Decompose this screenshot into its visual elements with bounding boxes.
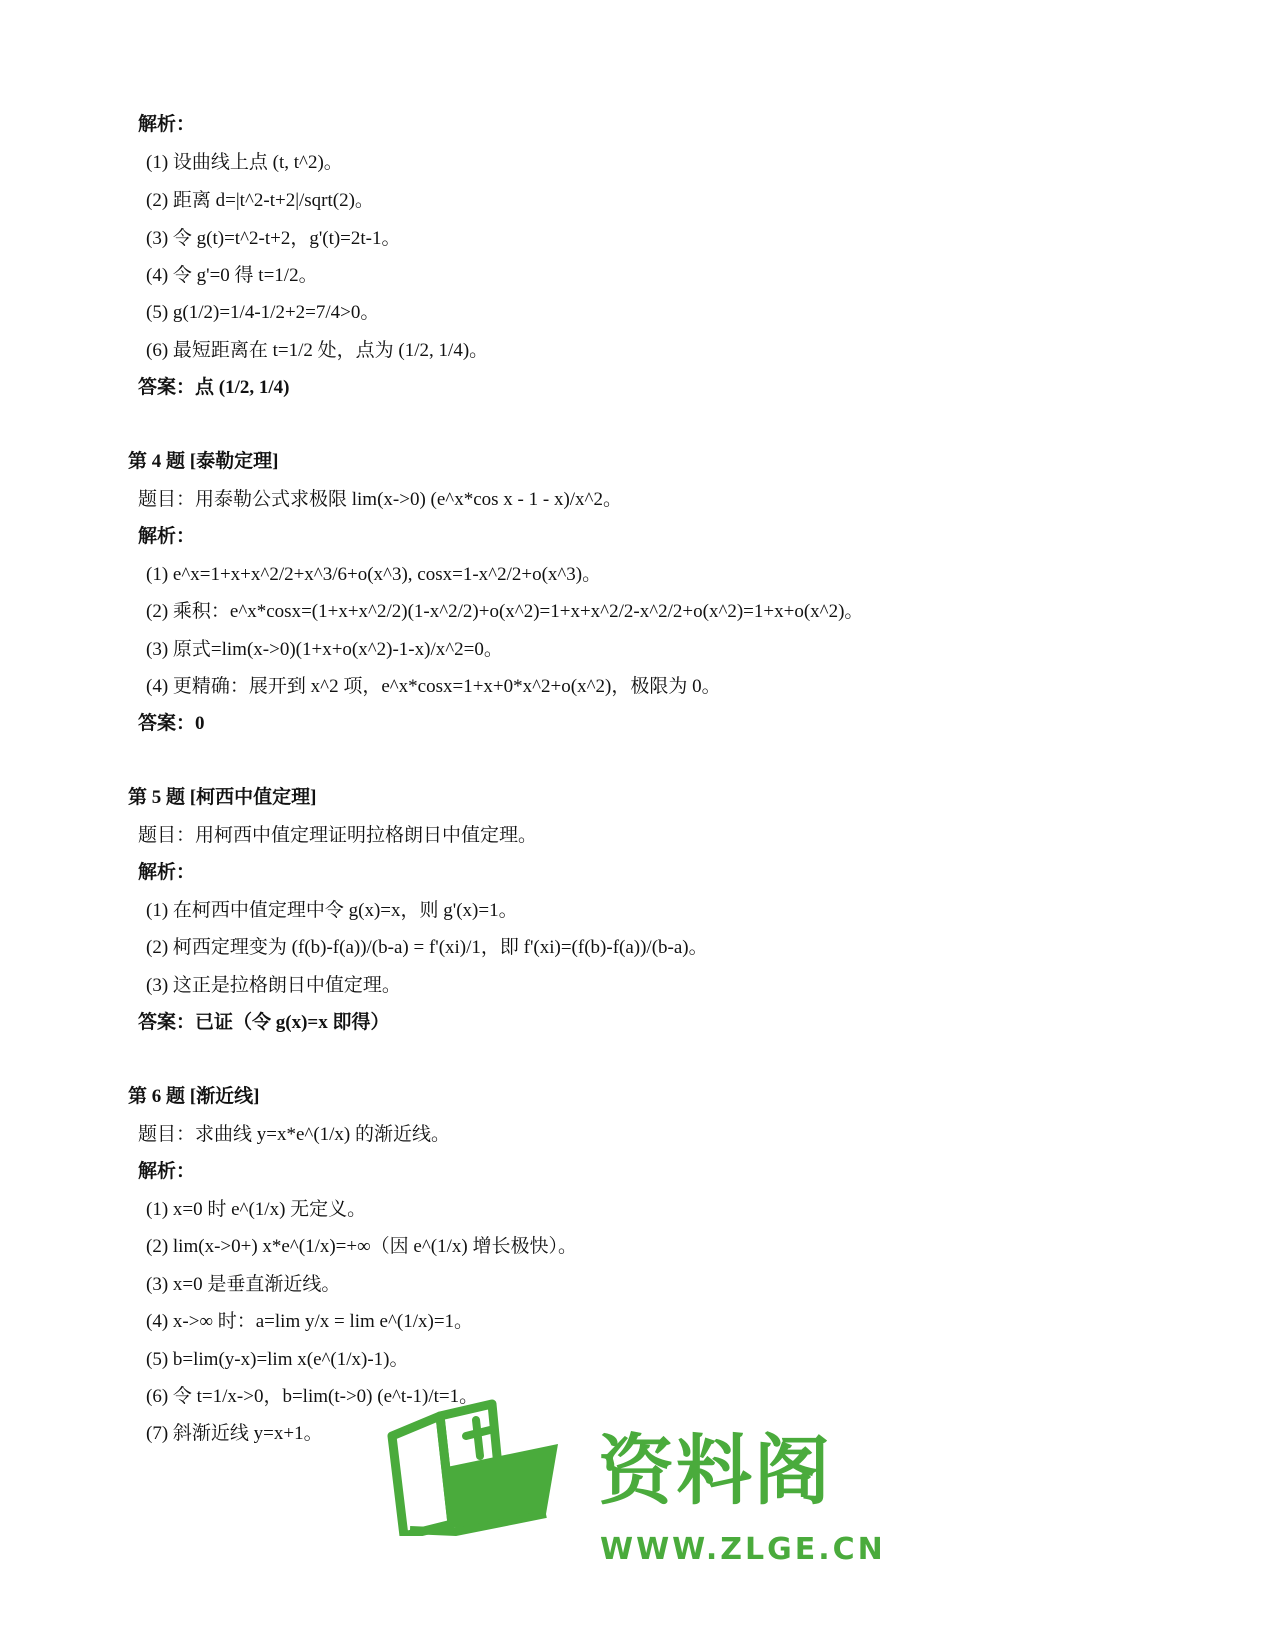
p6-step-6: (6) 令 t=1/x->0，b=lim(t->0) (e^t-1)/t=1。: [146, 1386, 479, 1407]
p4-analysis-label: 解析：: [138, 526, 196, 547]
p4-step-4: (4) 更精确：展开到 x^2 项，e^x*cosx=1+x+0*x^2+o(x^2)，极限为 0。: [146, 676, 721, 697]
p4-step-1: (1) e^x=1+x+x^2/2+x^3/6+o(x^3), cosx=1-x^2/2+o(x^3)。: [146, 564, 602, 585]
p6-step-4: (4) x->∞ 时：a=lim y/x = lim e^(1/x)=1。: [146, 1311, 474, 1332]
p4-question: 题目：用泰勒公式求极限 lim(x->0) (e^x*cos x - 1 - x)/x^2。: [138, 489, 622, 510]
p5-question: 题目：用柯西中值定理证明拉格朗日中值定理。: [138, 825, 538, 846]
p3-answer: 答案：点 (1/2, 1/4): [138, 377, 290, 398]
p5-step-3: (3) 这正是拉格朗日中值定理。: [146, 975, 401, 996]
p6-step-5: (5) b=lim(y-x)=lim x(e^(1/x)-1)。: [146, 1349, 409, 1370]
book-logo-icon: [380, 1396, 570, 1536]
p5-analysis-label: 解析：: [138, 862, 196, 883]
p5-step-2: (2) 柯西定理变为 (f(b)-f(a))/(b-a) = f'(xi)/1，即 f'(xi)=(f(b)-f(a))/(b-a)。: [146, 937, 708, 958]
p6-step-7: (7) 斜渐近线 y=x+1。: [146, 1423, 323, 1444]
p3-step-4: (4) 令 g'=0 得 t=1/2。: [146, 265, 318, 286]
p4-heading: 第 4 题 [泰勒定理]: [128, 451, 279, 472]
p6-analysis-label: 解析：: [138, 1161, 196, 1182]
p3-step-2: (2) 距离 d=|t^2-t+2|/sqrt(2)。: [146, 190, 374, 211]
p4-step-3: (3) 原式=lim(x->0)(1+x+o(x^2)-1-x)/x^2=0。: [146, 639, 503, 660]
p3-step-1: (1) 设曲线上点 (t, t^2)。: [146, 152, 343, 173]
p5-heading: 第 5 题 [柯西中值定理]: [128, 787, 317, 808]
p3-step-6: (6) 最短距离在 t=1/2 处，点为 (1/2, 1/4)。: [146, 340, 489, 361]
p3-step-3: (3) 令 g(t)=t^2-t+2，g'(t)=2t-1。: [146, 228, 401, 249]
p6-heading: 第 6 题 [渐近线]: [128, 1086, 260, 1107]
p5-step-1: (1) 在柯西中值定理中令 g(x)=x，则 g'(x)=1。: [146, 900, 518, 921]
p4-answer: 答案：0: [138, 713, 205, 734]
watermark: [398, 1420, 886, 1600]
p3-analysis-label: 解析：: [138, 114, 196, 135]
p4-step-2: (2) 乘积：e^x*cosx=(1+x+x^2/2)(1-x^2/2)+o(x^2)=1+x+x^2/2-x^2/2+o(x^2)=1+x+o(x^2)。: [146, 601, 864, 622]
p6-step-2: (2) lim(x->0+) x*e^(1/x)=+∞（因 e^(1/x) 增长极快）。: [146, 1236, 577, 1257]
p6-step-1: (1) x=0 时 e^(1/x) 无定义。: [146, 1199, 367, 1220]
p6-question: 题目：求曲线 y=x*e^(1/x) 的渐近线。: [138, 1124, 450, 1145]
p5-answer: 答案：已证（令 g(x)=x 即得）: [138, 1012, 390, 1033]
watermark-url: WWW.ZLGE.CN: [600, 1532, 886, 1567]
p3-step-5: (5) g(1/2)=1/4-1/2+2=7/4>0。: [146, 302, 380, 323]
p6-step-3: (3) x=0 是垂直渐近线。: [146, 1274, 341, 1295]
watermark-title: 资料阁: [598, 1426, 832, 1515]
